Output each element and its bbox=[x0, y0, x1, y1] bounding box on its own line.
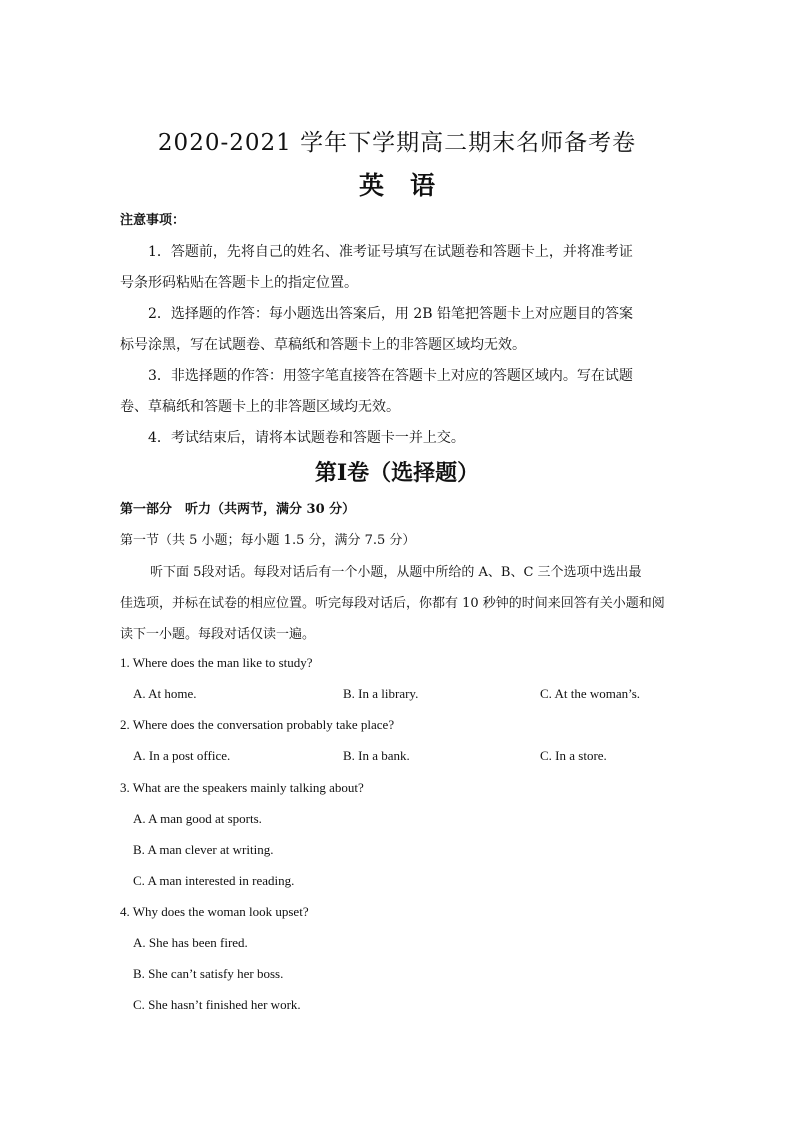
notice-line: 4．考试结束后，请将本试题卷和答题卡一并上交。 bbox=[148, 430, 465, 446]
subject-title: 英语 bbox=[358, 171, 461, 200]
option-4c: C. She hasn’t finished her work. bbox=[133, 997, 301, 1012]
option-2b: B. In a bank. bbox=[343, 748, 410, 763]
instruction-line: 读下一小题。每段对话仅读一遍。 bbox=[120, 627, 316, 642]
notice-line: 卷、草稿纸和答题卡上的非答题区域均无效。 bbox=[120, 399, 400, 415]
question-2: 2. Where does the conversation probably take place? bbox=[120, 717, 395, 732]
option-3a: A. A man good at sports. bbox=[133, 811, 262, 826]
notice-line: 2．选择题的作答：每小题选出答案后，用 2B 铅笔把答题卡上对应题目的答案 bbox=[148, 306, 634, 322]
notice-line: 标号涂黑，写在试题卷、草稿纸和答题卡上的非答题区域均无效。 bbox=[120, 337, 526, 353]
instruction-line: 听下面 5段对话。每段对话后有一个小题，从题中所给的 A、B、C 三个选项中选出最 bbox=[150, 565, 642, 580]
option-4b: B. She can’t satisfy her boss. bbox=[133, 966, 284, 981]
subsection-heading: 第一节（共 5 小题；每小题 1.5 分，满分 7.5 分） bbox=[120, 533, 416, 548]
option-3b: B. A man clever at writing. bbox=[133, 842, 274, 857]
option-4a: A. She has been fired. bbox=[133, 935, 248, 950]
option-1a: A. At home. bbox=[133, 686, 197, 701]
notice-heading: 注意事项： bbox=[120, 213, 186, 228]
option-3c: C. A man interested in reading. bbox=[133, 873, 295, 888]
option-2a: A. In a post office. bbox=[133, 748, 231, 763]
question-3: 3. What are the speakers mainly talking about? bbox=[120, 780, 364, 795]
question-1: 1. Where does the man like to study? bbox=[120, 655, 313, 670]
instruction-line: 佳选项，并标在试卷的相应位置。听完每段对话后，你都有 10 秒钟的时间来回答有关小题和阅 bbox=[120, 596, 665, 611]
option-2c: C. In a store. bbox=[540, 748, 607, 763]
notice-line: 3．非选择题的作答：用签字笔直接答在答题卡上对应的答题区域内。写在试题 bbox=[148, 368, 633, 384]
notice-line: 号条形码粘贴在答题卡上的指定位置。 bbox=[120, 275, 358, 291]
question-4: 4. Why does the woman look upset? bbox=[120, 904, 309, 919]
option-1c: C. At the woman’s. bbox=[540, 686, 641, 701]
part-heading: 第一部分 听力（共两节，满分 30 分） bbox=[120, 502, 356, 517]
option-1b: B. In a library. bbox=[343, 686, 419, 701]
notice-line: 1．答题前，先将自己的姓名、准考证号填写在试题卷和答题卡上，并将准考证 bbox=[148, 244, 633, 260]
section-title: 第Ⅰ卷（选择题） bbox=[314, 460, 480, 486]
exam-title: 2020-2021 学年下学期高二期末名师备考卷 bbox=[157, 130, 637, 156]
